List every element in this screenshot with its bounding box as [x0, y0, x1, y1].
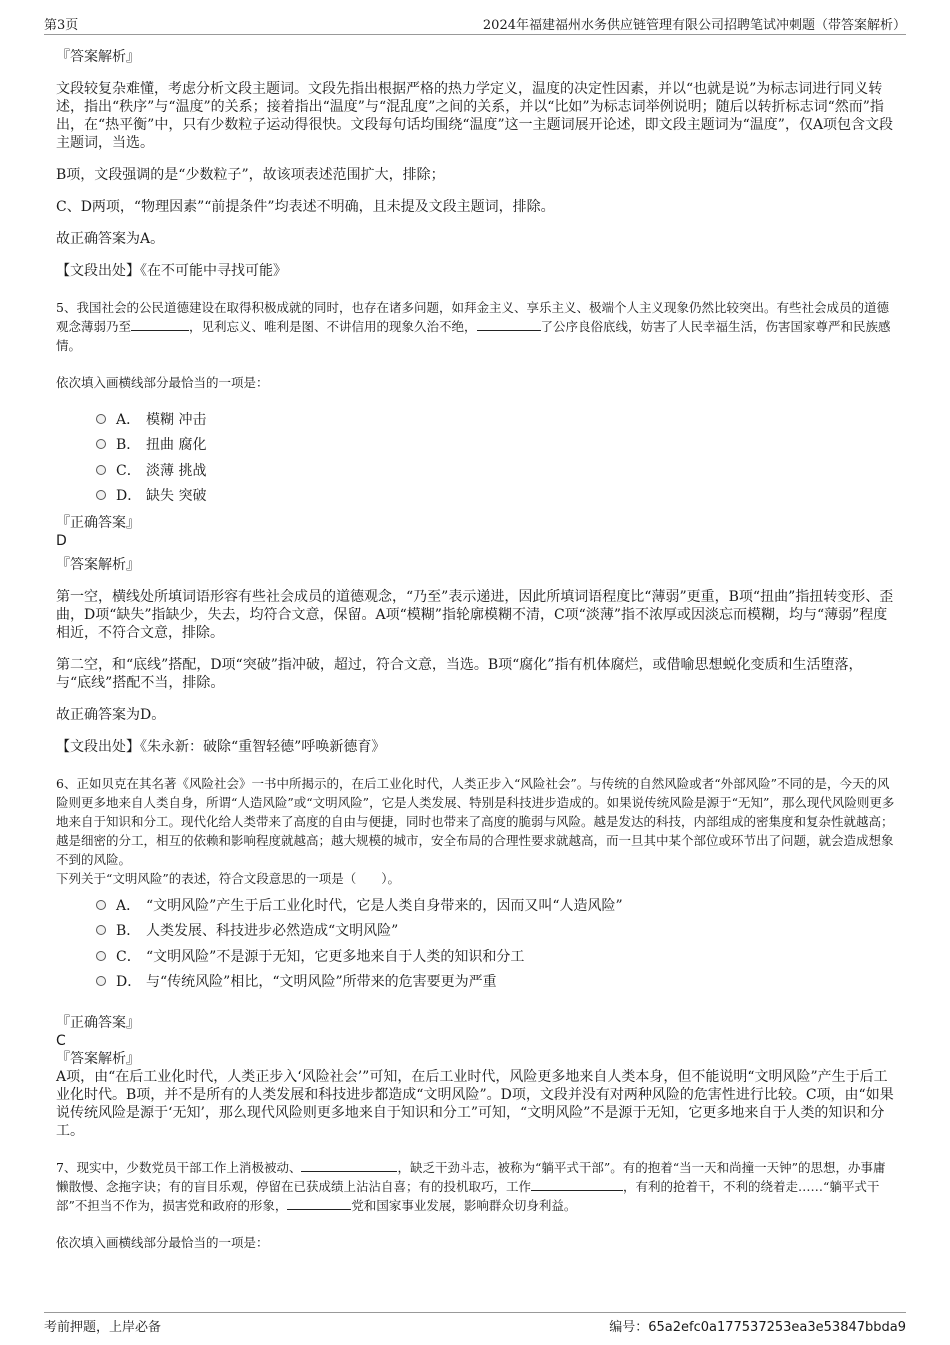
- radio-icon[interactable]: [96, 439, 106, 449]
- q6-option-c[interactable]: C． “文明风险”不是源于无知，它更多地来自于人类的知识和分工: [96, 943, 896, 969]
- q7-stem: [56, 1158, 896, 1215]
- radio-icon[interactable]: [96, 414, 106, 424]
- radio-icon[interactable]: [96, 925, 106, 935]
- q5-option-a[interactable]: A． 模糊 冲击: [96, 406, 896, 432]
- q5-blank-1: [131, 317, 189, 331]
- radio-icon[interactable]: [96, 465, 106, 475]
- radio-icon[interactable]: [96, 976, 106, 986]
- q5-stem-part-2: ，见利忘义、唯利是图、不讲信用的现象久治不绝，: [189, 319, 477, 334]
- q7-prompt: 依次填入画横线部分最恰当的一项是：: [56, 1235, 269, 1250]
- q4-conclusion: 故正确答案为A。: [56, 231, 165, 247]
- q4-analysis-paragraph-2: B项，文段强调的是“少数粒子”，故该项表述范围扩大，排除；: [56, 167, 445, 183]
- q5-stem-part-3: 了公序良俗底线，妨害了人民幸福生活，伤害国家尊严和民族感情。: [56, 319, 891, 353]
- q7-stem-part-2: ，缺乏干劲斗志，被称为“躺平式干部”。有的抱着“当一天和尚撞一天钟”的思想，办事庸懒散慢、念拖字诀；有的盲目乐观，停留在已获成绩上沾沾自喜；有的投机取巧，工作: [56, 1160, 886, 1194]
- radio-icon[interactable]: [96, 900, 106, 910]
- q6-options: [96, 892, 896, 994]
- footer-slogan: 考前押题，上岸必备: [44, 1320, 162, 1335]
- document-code-value: 65a2efc0a177537253ea3e53847bbda9: [648, 1320, 906, 1335]
- q6-analysis-label: 『答案解析』: [56, 1051, 140, 1067]
- q5-source: 【文段出处】《朱永新：破除“重智轻德”呼唤新德育》: [56, 739, 386, 755]
- q6-stem: 6、正如贝克在其名著《风险社会》一书中所揭示的，在后工业化时代，人类正步入“风险社会”。与传统的自然风险或者“外部风险”不同的是，今天的风险则更多地来自人类自身，所谓“人造风险”或“文明风险”，它是人类发展、特别是科技进步造成的。如果说传统风险是源于“无知”，那么现代风险则更多地来自于知识和分工。现代化给人类带来了高度的自由与便捷，同时也带来了高度的脆弱与风险。越是发达的科技，内部组成的密集度和复杂性就越高；越是细密的分工，相互的依赖和影响程度就越高；越大规模的城市，安全布局的合理性要求就越高，而一旦其中某个部位或环节出了问题，就会造成想象不到的风险。: [56, 776, 895, 867]
- q4-analysis-label: 『答案解析』: [56, 49, 140, 65]
- q5-answer: D: [56, 533, 67, 549]
- q6-prompt: 下列关于“文明风险”的表述，符合文段意思的一项是（ ）。: [56, 871, 401, 886]
- q5-analysis-label: 『答案解析』: [56, 557, 140, 573]
- q5-option-c[interactable]: C． 淡薄 挑战: [96, 457, 896, 483]
- q4-analysis-paragraph-3: C、D两项，“物理因素”“前提条件”均表述不明确，且未提及文段主题词，排除。: [56, 199, 555, 215]
- q7-blank-3: [287, 1196, 351, 1210]
- q5-stem-part-1: 5、我国社会的公民道德建设在取得积极成就的同时，也存在诸多问题，如拜金主义、享乐主义、极端个人主义现象仍然比较突出。有些社会成员的道德观念薄弱乃至: [56, 300, 889, 334]
- radio-icon[interactable]: [96, 951, 106, 961]
- q6-analysis-paragraph: A项，由“在后工业化时代，人类正步入‘风险社会’”可知，在后工业时代，风险更多地来自人类本身，但不能说明“文明风险”产生于后工业化时代。B项，并不是所有的人类发展和科技进步都造成“文明风险”。D项，文段并没有对两种风险的危害性进行比较。C项，由“如果说传统风险是源于‘无知’，那么现代风险则更多地来自于知识和分工”可知，“文明风险”不是源于无知，它更多地来自于人类的知识和分工。: [56, 1069, 894, 1139]
- q5-analysis-paragraph-1: 第一空，横线处所填词语形容有些社会成员的道德观念，“乃至”表示递进，因此所填词语程度比“薄弱”更重，B项“扭曲”指扭转变形、歪曲，D项“缺失”指缺少，失去，均符合文意，保留。A项“模糊”指轮廓模糊不清，C项“淡薄”指不浓厚或因淡忘而模糊，均与“薄弱”程度相近，不符合文意，排除。: [56, 589, 894, 641]
- document-body: [56, 42, 896, 1252]
- q6-option-a[interactable]: A． “文明风险”产生于后工业化时代，它是人类自身带来的，因而又叫“人造风险”: [96, 892, 896, 918]
- q7-blank-1: [301, 1158, 397, 1172]
- q4-analysis-paragraph-1: 文段较复杂难懂，考虑分析文段主题词。文段先指出根据严格的热力学定义，温度的决定性因素，并以“也就是说”为标志词进行同义转述，指出“秩序”与“温度”的关系；接着指出“温度”与“混乱度”之间的关系，并以“比如”为标志词举例说明；随后以转折标志词“然而”指出，在“热平衡”中，只有少数粒子运动得很快。文段每句话均围绕“温度”这一主题词展开论述，即文段主题词为“温度”，仅A项包含文段主题词，当选。: [56, 81, 894, 151]
- radio-icon[interactable]: [96, 490, 106, 500]
- q6-answer-label: 『正确答案』: [56, 1015, 140, 1031]
- page-number: 第3页: [44, 18, 79, 33]
- q6-option-b[interactable]: B． 人类发展、科技进步必然造成“文明风险”: [96, 918, 896, 944]
- q5-stem: [56, 298, 896, 355]
- q6-option-d[interactable]: D． 与“传统风险”相比，“文明风险”所带来的危害要更为严重: [96, 969, 896, 995]
- q4-source: 【文段出处】《在不可能中寻找可能》: [56, 263, 287, 279]
- q7-blank-2: [531, 1177, 623, 1191]
- q5-answer-label: 『正确答案』: [56, 515, 140, 531]
- q5-prompt: 依次填入画横线部分最恰当的一项是：: [56, 375, 269, 390]
- q5-option-b[interactable]: B． 扭曲 腐化: [96, 432, 896, 458]
- page-header: [44, 12, 906, 35]
- document-code-label: 编号：: [609, 1320, 649, 1335]
- q7-stem-part-3: ，有利的抢着干，不利的绕着走……“躺平式干部”不担当不作为，损害党和政府的形象，: [56, 1179, 880, 1213]
- document-title: 2024年福建福州水务供应链管理有限公司招聘笔试冲刺题（带答案解析）: [482, 18, 906, 33]
- q5-conclusion: 故正确答案为D。: [56, 707, 166, 723]
- page-footer: [44, 1312, 906, 1335]
- q7-stem-part-4: 党和国家事业发展，影响群众切身利益。: [351, 1198, 577, 1213]
- q7-stem-part-1: 7、现实中，少数党员干部工作上消极被动、: [56, 1160, 302, 1175]
- q5-blank-2: [477, 317, 541, 331]
- q5-analysis-paragraph-2: 第二空，和“底线”搭配，D项“突破”指冲破，超过，符合文意，当选。B项“腐化”指有机体腐烂，或借喻思想蜕化变质和生活堕落，与“底线”搭配不当，排除。: [56, 657, 863, 691]
- document-code: [609, 1316, 906, 1335]
- q6-answer: C: [56, 1033, 66, 1049]
- q5-option-d[interactable]: D． 缺失 突破: [96, 483, 896, 509]
- q5-options: [96, 406, 896, 508]
